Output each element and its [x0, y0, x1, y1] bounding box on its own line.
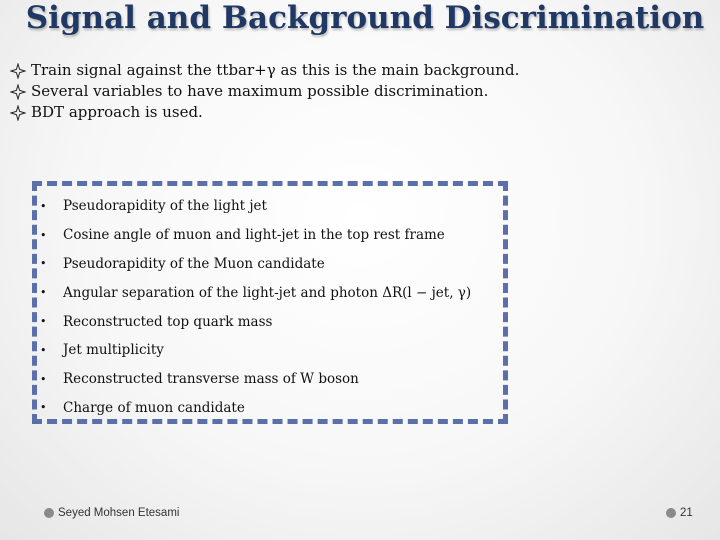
variable-item — [38, 307, 471, 336]
four-point-star-icon — [10, 63, 26, 79]
variable-text: Angular separation of the light-jet and photon ΔR(l − jet, γ) — [63, 284, 472, 301]
bullet-dot: • — [40, 257, 47, 271]
bullet-dot: • — [40, 228, 47, 242]
intro-bullet-text: Train signal against the ttbar+γ as this is the main background. — [31, 61, 520, 79]
variable-item — [38, 250, 471, 279]
variable-text: Cosine angle of muon and light-jet in the top rest frame — [63, 227, 445, 244]
footer-circle-icon — [44, 508, 54, 518]
author-name: Seyed Mohsen Etesami — [58, 507, 180, 519]
bullet-dot: • — [40, 343, 47, 357]
variable-text: Pseudorapidity of the light jet — [63, 198, 267, 215]
intro-bullet-text: Several variables to have maximum possible discrimination. — [31, 82, 489, 100]
bullet-dot: • — [40, 372, 47, 386]
variable-text: Charge of muon candidate — [63, 399, 245, 416]
variable-item — [38, 336, 471, 365]
variable-text: Pseudorapidity of the Muon candidate — [63, 255, 325, 272]
footer-page-number — [666, 507, 693, 519]
intro-bullet-text: BDT approach is used. — [31, 103, 203, 121]
variable-item — [38, 221, 471, 250]
four-point-star-icon — [10, 105, 26, 121]
intro-bullet — [10, 102, 519, 123]
page-number: 21 — [680, 507, 693, 519]
footer-author — [44, 507, 179, 519]
intro-bullet — [10, 81, 519, 102]
intro-bullet — [10, 60, 519, 81]
page-circle-icon — [666, 508, 676, 518]
variable-item — [38, 394, 471, 423]
intro-bullet-list — [10, 60, 519, 123]
variable-item — [38, 365, 471, 394]
four-point-star-icon — [10, 84, 26, 100]
variables-list — [38, 192, 471, 422]
bullet-dot: • — [40, 199, 47, 213]
variable-item — [38, 278, 471, 307]
variable-text: Reconstructed top quark mass — [63, 313, 273, 330]
variable-item — [38, 192, 471, 221]
bullet-dot: • — [40, 401, 47, 415]
slide-title: Signal and Background Discrimination — [25, 0, 705, 36]
bullet-dot: • — [40, 315, 47, 329]
variable-text: Jet multiplicity — [63, 342, 164, 359]
bullet-dot: • — [40, 286, 47, 300]
variable-text: Reconstructed transverse mass of W boson — [63, 371, 359, 388]
